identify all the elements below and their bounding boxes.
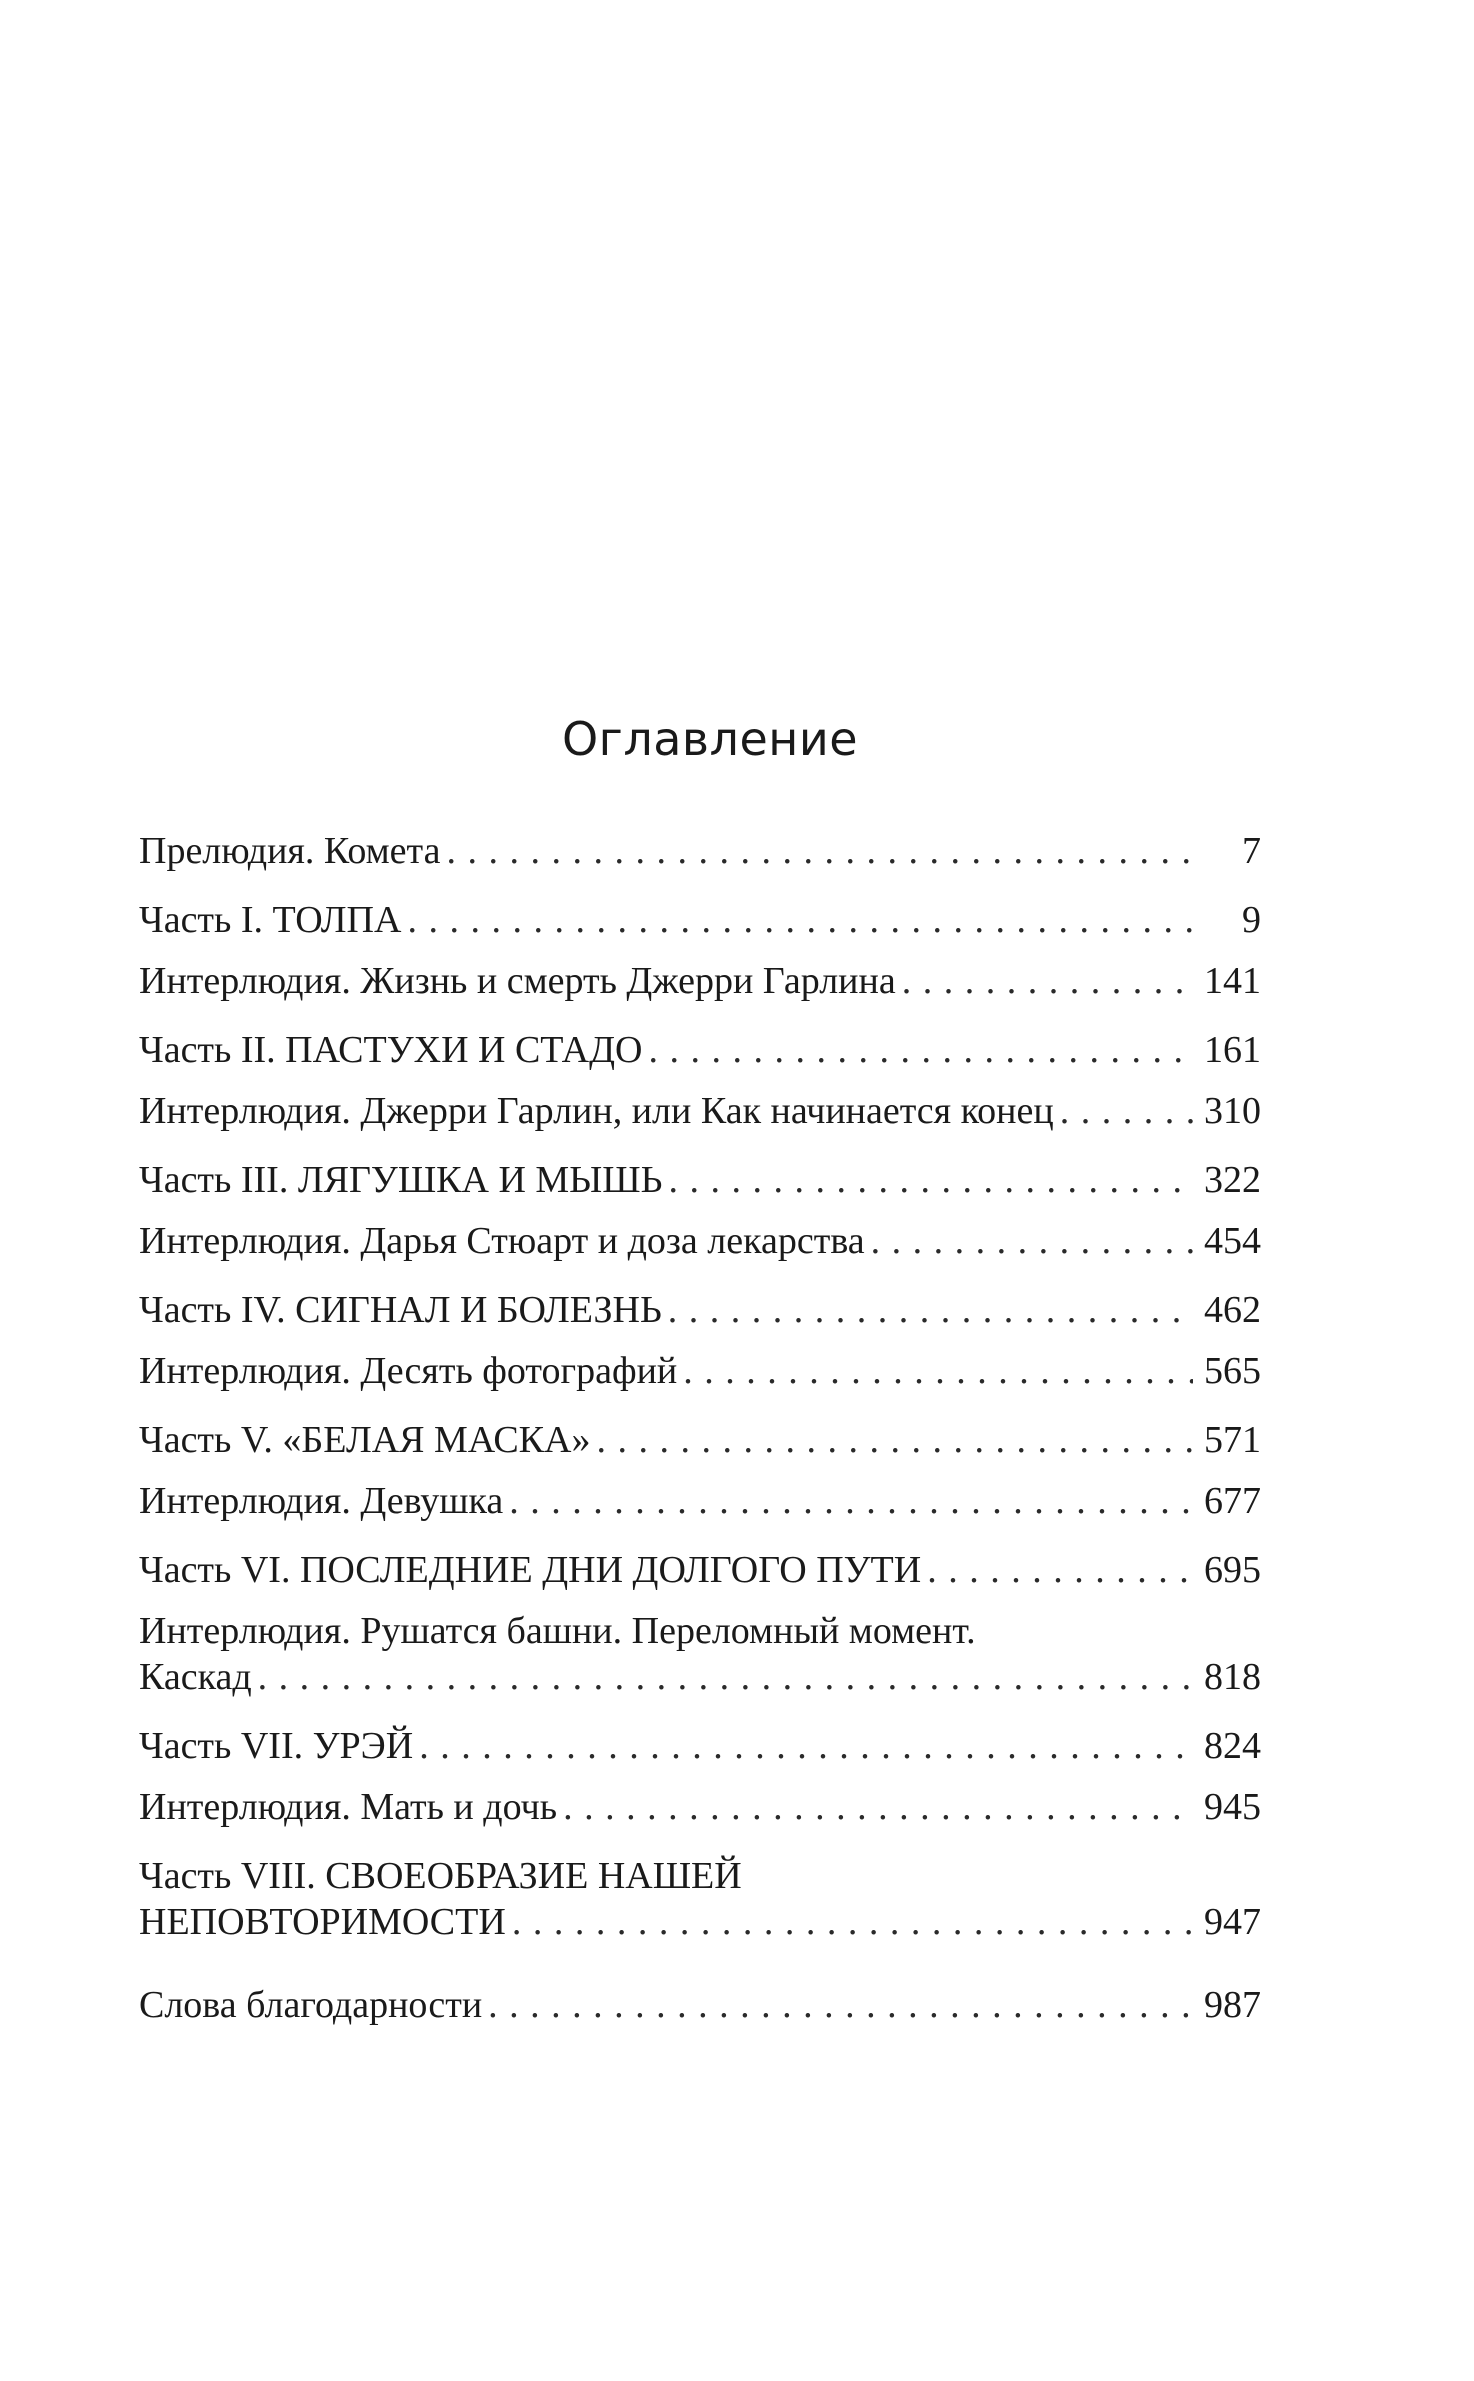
toc-entry-title: Часть III. ЛЯГУШКА И МЫШЬ [139, 1159, 663, 1201]
toc-entry-page: 322 [1204, 1159, 1261, 1201]
dot-leader [446, 828, 1193, 874]
toc-entry [139, 897, 1261, 943]
table-of-contents [139, 828, 1261, 2028]
toc-entry-title: Часть VI. ПОСЛЕДНИЕ ДНИ ДОЛГОГО ПУТИ [139, 1549, 922, 1591]
toc-entry [139, 828, 1261, 874]
toc-entry-title: Интерлюдия. Жизнь и смерть Джерри Гарлина [139, 960, 896, 1002]
dot-leader [488, 1982, 1193, 2028]
toc-entry [139, 1348, 1261, 1394]
toc-entry-title: Интерлюдия. Десять фотографий [139, 1350, 678, 1392]
toc-entry [139, 1608, 1261, 1700]
dot-leader [668, 1287, 1193, 1333]
toc-entry-page: 310 [1204, 1090, 1261, 1132]
toc-entry-page: 695 [1204, 1549, 1261, 1591]
toc-entry-page: 945 [1204, 1786, 1261, 1828]
toc-entry [139, 1982, 1261, 2028]
toc-entry-title: Интерлюдия. Джерри Гарлин, или Как начинается конец [139, 1090, 1054, 1132]
dot-leader [258, 1654, 1193, 1700]
toc-entry-title: НЕПОВТОРИМОСТИ [139, 1901, 506, 1943]
toc-entry-page: 565 [1204, 1350, 1261, 1392]
toc-entry-page: 454 [1204, 1220, 1261, 1262]
toc-entry-title: Часть II. ПАСТУХИ И СТАДО [139, 1029, 643, 1071]
toc-entry-page: 571 [1204, 1419, 1261, 1461]
dot-leader [668, 1157, 1193, 1203]
dot-leader [596, 1417, 1193, 1463]
toc-entry [139, 1157, 1261, 1203]
toc-entry-title: Часть IV. СИГНАЛ И БОЛЕЗНЬ [139, 1289, 662, 1331]
toc-entry [139, 1287, 1261, 1333]
dot-leader [683, 1348, 1193, 1394]
toc-entry-title: Интерлюдия. Дарья Стюарт и доза лекарства [139, 1220, 865, 1262]
toc-entry-title: Часть I. ТОЛПА [139, 899, 402, 941]
dot-leader [927, 1547, 1193, 1593]
toc-entry-page: 824 [1204, 1725, 1261, 1767]
toc-entry [139, 1723, 1261, 1769]
toc-entry-title: Часть V. «БЕЛАЯ МАСКА» [139, 1419, 591, 1461]
toc-entry [139, 1784, 1261, 1830]
toc-entry-page: 987 [1204, 1984, 1261, 2026]
dot-leader [419, 1723, 1193, 1769]
dot-leader [648, 1027, 1193, 1073]
toc-entry-page: 161 [1204, 1029, 1261, 1071]
dot-leader [1060, 1088, 1193, 1134]
toc-entry-page: 9 [1242, 899, 1261, 941]
toc-entry [139, 1218, 1261, 1264]
dot-leader [509, 1478, 1193, 1524]
toc-entry-title: Слова благодарности [139, 1984, 483, 2026]
toc-entry-title-line1: Часть VIII. СВОЕОБРАЗИЕ НАШЕЙ [139, 1855, 742, 1897]
toc-entry-title: Каскад [139, 1656, 252, 1698]
toc-entry-page: 7 [1242, 830, 1261, 872]
toc-entry [139, 1027, 1261, 1073]
toc-entry [139, 1478, 1261, 1524]
toc-entry [139, 1417, 1261, 1463]
toc-entry-title: Часть VII. УРЭЙ [139, 1725, 414, 1767]
toc-entry [139, 958, 1261, 1004]
toc-entry-page: 462 [1204, 1289, 1261, 1331]
dot-leader [407, 897, 1193, 943]
dot-leader [563, 1784, 1193, 1830]
toc-entry-title: Интерлюдия. Мать и дочь [139, 1786, 558, 1828]
toc-entry-page: 677 [1204, 1480, 1261, 1522]
toc-title: Оглавление [561, 712, 859, 766]
dot-leader [871, 1218, 1193, 1264]
toc-entry-title-line1: Интерлюдия. Рушатся башни. Переломный момент. [139, 1610, 976, 1652]
toc-entry [139, 1547, 1261, 1593]
toc-entry-page: 141 [1204, 960, 1261, 1002]
toc-entry-page: 947 [1204, 1901, 1261, 1943]
toc-entry-title: Прелюдия. Комета [139, 830, 441, 872]
toc-entry [139, 1853, 1261, 1945]
dot-leader [902, 958, 1193, 1004]
toc-entry [139, 1088, 1261, 1134]
dot-leader [512, 1899, 1193, 1945]
toc-entry-page: 818 [1204, 1656, 1261, 1698]
toc-entry-title: Интерлюдия. Девушка [139, 1480, 504, 1522]
